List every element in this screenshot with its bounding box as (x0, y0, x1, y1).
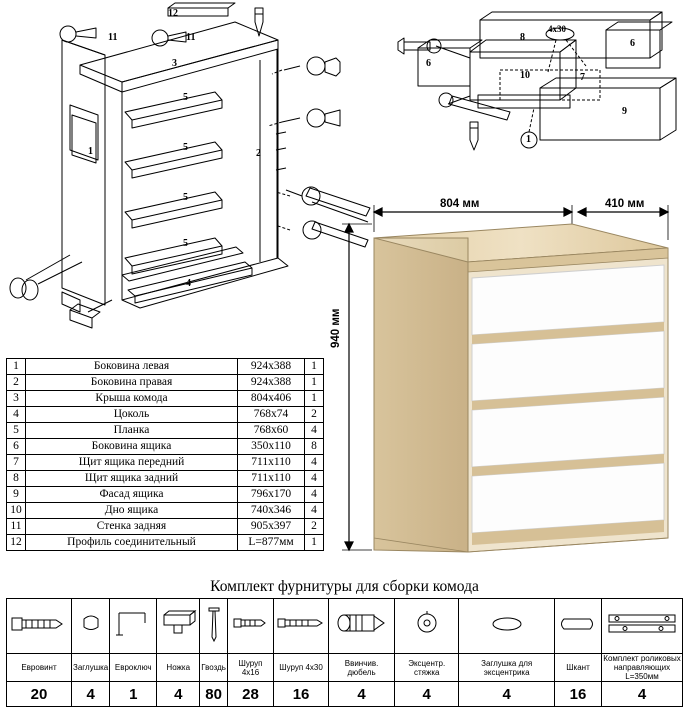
nail-icon (200, 599, 228, 654)
part-quantity: 4 (305, 471, 324, 487)
part-number: 4 (7, 407, 26, 423)
part-number: 8 (7, 471, 26, 487)
part-name: Щит ящика передний (26, 455, 238, 471)
callout-1: 1 (88, 146, 93, 157)
table-row (7, 423, 324, 439)
table-row (7, 455, 324, 471)
drawer-callout-6-left: 6 (426, 58, 431, 69)
parts-table (6, 358, 324, 551)
part-quantity: 4 (305, 423, 324, 439)
drawer-callout-9: 9 (622, 106, 627, 117)
part-name: Цоколь (26, 407, 238, 423)
hardware-label: Ножка (157, 654, 200, 682)
part-dimension: 924х388 (238, 375, 305, 391)
hardware-label: Комплект роликовых направляющих L=350мм (603, 654, 681, 681)
part-dimension: 905х397 (238, 519, 305, 535)
table-row (7, 359, 324, 375)
part-name: Планка (26, 423, 238, 439)
eccentric-cap-icon (459, 599, 555, 654)
leg-icon (157, 599, 200, 654)
part-dimension: 740х346 (238, 503, 305, 519)
part-name: Профиль соединительный (26, 535, 238, 551)
part-dimension: 711х110 (238, 455, 305, 471)
hardware-label: Евроключ (110, 654, 157, 682)
table-row (7, 471, 324, 487)
drawer-callout-8: 8 (520, 32, 525, 43)
screw-4x16-icon (227, 599, 273, 654)
drawer-callout-7: 7 (580, 72, 585, 83)
part-dimension: 924х388 (238, 359, 305, 375)
euro-key-icon (110, 599, 157, 654)
hardware-label: Эксцентр. стяжка (395, 654, 459, 682)
hardware-label: Ввинчив. дюбель (329, 654, 395, 682)
part-quantity: 1 (305, 535, 324, 551)
callout-5-c: 5 (183, 192, 188, 203)
hardware-quantity: 4 (157, 682, 200, 707)
part-dimension: 768х60 (238, 423, 305, 439)
hardware-quantity: 4 (395, 682, 459, 707)
table-row (7, 407, 324, 423)
hardware-quantity: 16 (554, 682, 601, 707)
part-quantity: 1 (305, 359, 324, 375)
table-row (7, 439, 324, 455)
hardware-quantity: 80 (200, 682, 228, 707)
part-number: 2 (7, 375, 26, 391)
hardware-quantity: 4 (459, 682, 555, 707)
callout-2: 2 (256, 148, 261, 159)
callout-11-left: 11 (108, 32, 118, 43)
table-row (7, 535, 324, 551)
screw-4x30-icon (274, 599, 329, 654)
cap-icon (72, 599, 110, 654)
hardware-label: Шкант (554, 654, 601, 682)
part-name: Боковина левая (26, 359, 238, 375)
hardware-label: Шуруп 4х30 (274, 654, 329, 682)
part-number: 11 (7, 519, 26, 535)
part-name: Дно ящика (26, 503, 238, 519)
drawer-callout-10: 10 (520, 70, 530, 81)
dowel-pin-icon (554, 599, 601, 654)
callout-4: 4 (186, 278, 191, 289)
part-number: 9 (7, 487, 26, 503)
drawer-callout-1: 1 (526, 134, 531, 145)
part-number: 5 (7, 423, 26, 439)
part-name: Стенка задняя (26, 519, 238, 535)
hardware-quantity: 20 (7, 682, 72, 707)
hardware-table (6, 598, 683, 707)
part-name: Боковина ящика (26, 439, 238, 455)
drawer-callout-6-right: 6 (630, 38, 635, 49)
part-name: Фасад ящика (26, 487, 238, 503)
table-row (7, 503, 324, 519)
part-quantity: 2 (305, 519, 324, 535)
dimension-width-label: 804 мм (440, 198, 480, 210)
table-row (7, 519, 324, 535)
part-number: 1 (7, 359, 26, 375)
drawer-callout-screw-4x30: 4х30 (548, 24, 566, 34)
hardware-label: Евровинт (7, 654, 72, 682)
callout-12: 12 (168, 8, 178, 19)
part-dimension: L=877мм (238, 535, 305, 551)
drawer-slide-icon (602, 599, 683, 654)
part-dimension: 711х110 (238, 471, 305, 487)
hardware-quantity: 1 (110, 682, 157, 707)
hardware-quantity: 4 (329, 682, 395, 707)
part-quantity: 2 (305, 407, 324, 423)
callout-5-a: 5 (183, 92, 188, 103)
part-name: Крыша комода (26, 391, 238, 407)
callout-5-d: 5 (183, 238, 188, 249)
part-quantity: 4 (305, 455, 324, 471)
part-quantity: 8 (305, 439, 324, 455)
part-dimension: 804х406 (238, 391, 305, 407)
hardware-label: Шуруп 4х16 (227, 654, 273, 682)
part-name: Боковина правая (26, 375, 238, 391)
hardware-quantity: 16 (274, 682, 329, 707)
callout-5-b: 5 (183, 142, 188, 153)
hardware-section-title: Комплект фурнитуры для сборки комода (210, 578, 479, 595)
part-quantity: 1 (305, 391, 324, 407)
part-name: Щит ящика задний (26, 471, 238, 487)
part-quantity: 1 (305, 375, 324, 391)
part-number: 10 (7, 503, 26, 519)
hardware-quantity: 4 (602, 682, 683, 707)
euro-screw-icon (7, 599, 72, 654)
hardware-label: Заглушка (72, 654, 110, 682)
hardware-label: Заглушка для эксцентрика (459, 654, 555, 682)
hardware-label: Гвоздь (200, 654, 228, 682)
part-number: 12 (7, 535, 26, 551)
part-dimension: 350х110 (238, 439, 305, 455)
part-number: 7 (7, 455, 26, 471)
part-number: 3 (7, 391, 26, 407)
dimension-depth-label: 410 мм (605, 198, 645, 210)
dimension-height-label: 940 мм (330, 308, 342, 348)
eccentric-icon (395, 599, 459, 654)
callout-3: 3 (172, 58, 177, 69)
part-quantity: 4 (305, 503, 324, 519)
hardware-quantity: 4 (72, 682, 110, 707)
part-quantity: 4 (305, 487, 324, 503)
callout-11-right: 11 (186, 32, 196, 43)
hardware-quantity: 28 (227, 682, 273, 707)
table-row (7, 487, 324, 503)
part-number: 6 (7, 439, 26, 455)
table-row (7, 375, 324, 391)
part-dimension: 768х74 (238, 407, 305, 423)
dowel-icon (329, 599, 395, 654)
table-row (7, 391, 324, 407)
part-dimension: 796х170 (238, 487, 305, 503)
